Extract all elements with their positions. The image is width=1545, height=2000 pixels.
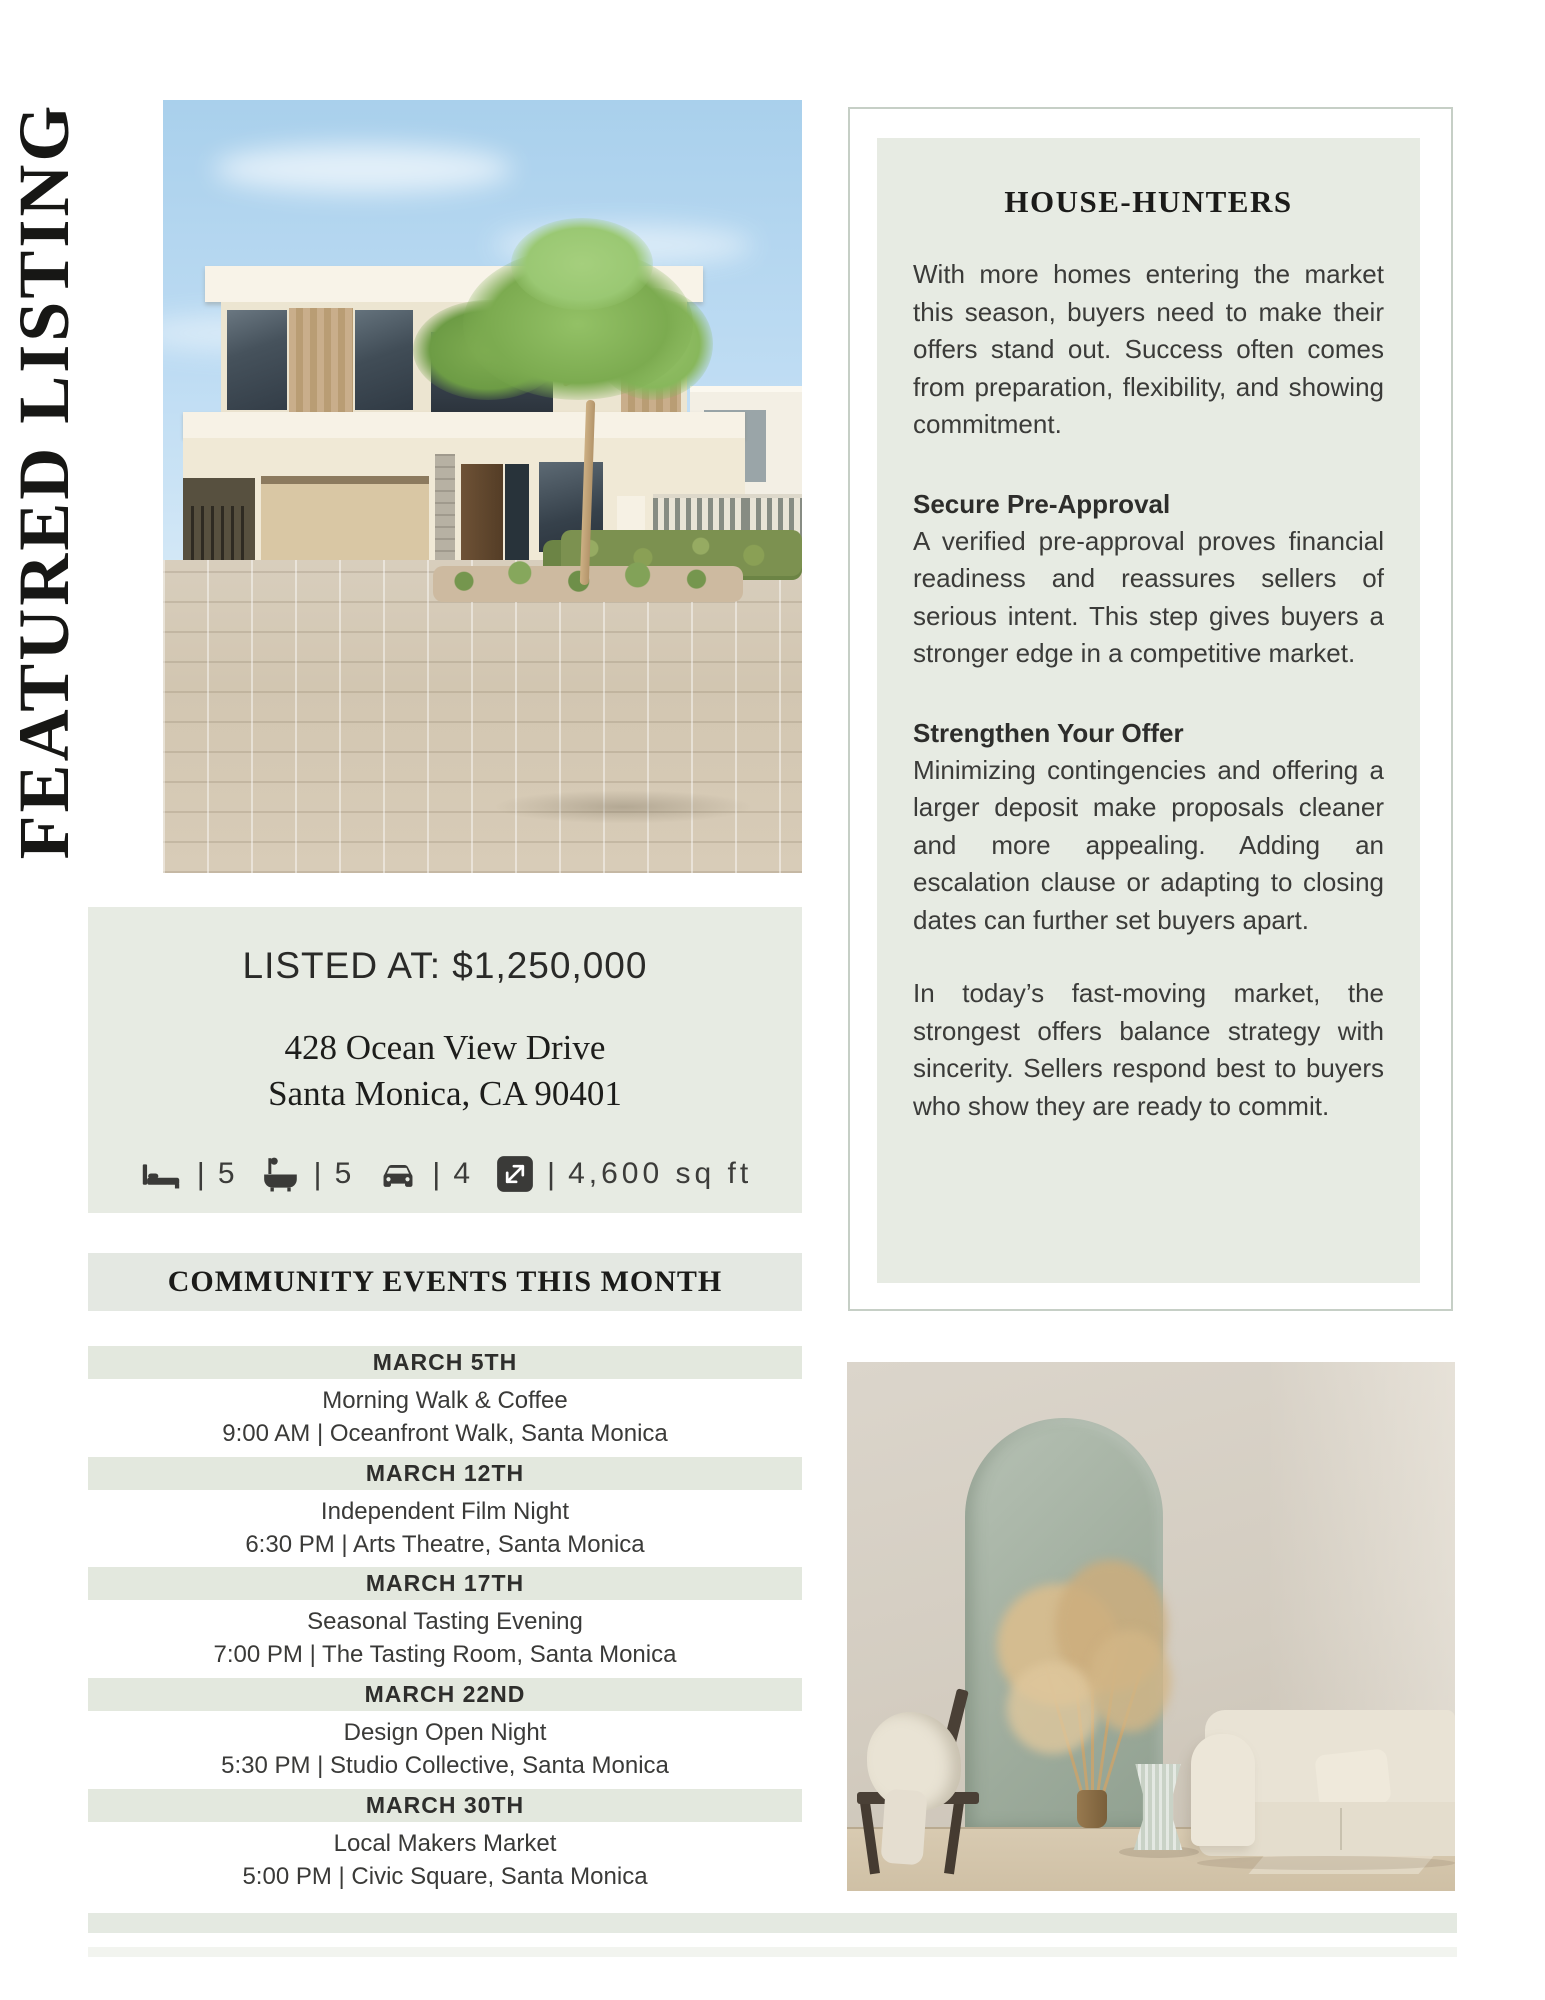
event-detail: 9:00 AM | Oceanfront Walk, Santa Monica (222, 1420, 668, 1447)
sofa-pillow (1314, 1748, 1391, 1809)
door-sidelight (505, 464, 529, 560)
article-intro: With more homes entering the market this season, buyers need to make their offers stand out. Success often comes from preparation, flexibility, and showing commitment. (913, 259, 1384, 439)
pampas-plume (1089, 1630, 1171, 1732)
vertical-masthead (4, 85, 148, 877)
article-section-heading: Strengthen Your Offer (913, 717, 1184, 748)
article-section-heading: Secure Pre-Approval (913, 488, 1171, 519)
listing-address (88, 1025, 802, 1117)
tree-shadow (493, 790, 753, 824)
events-list (88, 1346, 802, 1899)
window (355, 310, 413, 410)
event-detail: 5:00 PM | Civic Square, Santa Monica (242, 1862, 648, 1890)
page-title: FEATURED LISTING (4, 102, 84, 860)
address-line-2: Santa Monica, CA 90401 (268, 1074, 622, 1113)
interior-photo (847, 1362, 1455, 1891)
sofa-shadow (1197, 1856, 1455, 1870)
metal-gate (191, 506, 249, 560)
floor-slab (183, 412, 745, 438)
bedrooms-value: 5 (217, 1157, 239, 1190)
area-value: 4,600 sq ft (568, 1157, 753, 1190)
events-section-title: COMMUNITY EVENTS THIS MONTH (88, 1253, 802, 1311)
list-item (88, 1567, 802, 1678)
list-item (88, 1678, 802, 1789)
area-icon (496, 1155, 534, 1193)
article-panel (848, 107, 1453, 1311)
bath-icon (261, 1156, 301, 1192)
event-name: Design Open Night (343, 1719, 547, 1747)
event-detail: 5:30 PM | Studio Collective, Santa Monica (221, 1752, 669, 1780)
vase (1077, 1790, 1107, 1828)
tree-canopy (511, 218, 653, 310)
bed-icon (138, 1159, 184, 1189)
article-outro: In today’s fast-moving market, the strongest offers balance strategy with sincerity. Sellers respond best to buyers who show they are ready to commit. (913, 978, 1384, 1121)
wood-panel (289, 308, 353, 412)
event-name: Independent Film Night (320, 1497, 570, 1525)
footer-accent-bar-light (88, 1947, 1457, 1957)
paved-driveway (163, 560, 802, 873)
stat-area (496, 1155, 752, 1193)
event-name: Seasonal Tasting Evening (307, 1608, 583, 1636)
pampas-plume (1007, 1662, 1099, 1754)
stat-divider: | (547, 1156, 556, 1191)
event-date: MARCH 12TH (88, 1457, 802, 1490)
event-name: Morning Walk & Coffee (322, 1387, 568, 1414)
bathrooms-value: 5 (334, 1157, 356, 1190)
article-section-body: A verified pre-approval proves financial readiness and reassures sellers of serious intent. This step gives buyers a stronger edge in a competitive market. (913, 525, 1384, 668)
event-date: MARCH 5TH (88, 1346, 802, 1379)
event-date: MARCH 22ND (88, 1678, 802, 1711)
window (227, 310, 287, 410)
stat-garage (377, 1156, 474, 1192)
garage-value: 4 (453, 1157, 475, 1190)
article-section-body: Minimizing contingencies and offering a larger deposit make proposals cleaner and more appealing. Adding an escalation clause or adapting to closing dates can further set buyers apart. (913, 754, 1384, 935)
stat-bedrooms (138, 1156, 239, 1192)
stat-divider: | (313, 1156, 322, 1191)
address-line-1: 428 Ocean View Drive (284, 1028, 606, 1067)
article-title: HOUSE-HUNTERS (1004, 184, 1293, 219)
event-date: MARCH 17TH (88, 1567, 802, 1600)
property-stats (88, 1155, 802, 1193)
list-item (88, 1346, 802, 1457)
front-door (461, 464, 503, 560)
stat-divider: | (432, 1156, 441, 1191)
event-date: MARCH 30TH (88, 1789, 802, 1822)
article-content (877, 138, 1420, 1283)
stat-bathrooms (261, 1156, 356, 1192)
event-detail: 7:00 PM | The Tasting Room, Santa Monica (213, 1641, 677, 1669)
stat-divider: | (196, 1156, 205, 1191)
throw-blanket (880, 1789, 927, 1866)
list-item (88, 1789, 802, 1900)
event-detail: 6:30 PM | Arts Theatre, Santa Monica (245, 1530, 645, 1558)
listing-summary-card (88, 907, 802, 1213)
event-name: Local Makers Market (333, 1829, 557, 1857)
footer-accent-bar (88, 1913, 1457, 1933)
list-item (88, 1457, 802, 1568)
car-icon (377, 1159, 419, 1190)
cloud (213, 145, 513, 193)
listing-price: LISTED AT: $1,250,000 (242, 945, 648, 986)
sofa-arm (1191, 1734, 1255, 1846)
stone-pillar (435, 454, 455, 560)
featured-listing-photo (163, 100, 802, 873)
garage-door (261, 476, 429, 560)
